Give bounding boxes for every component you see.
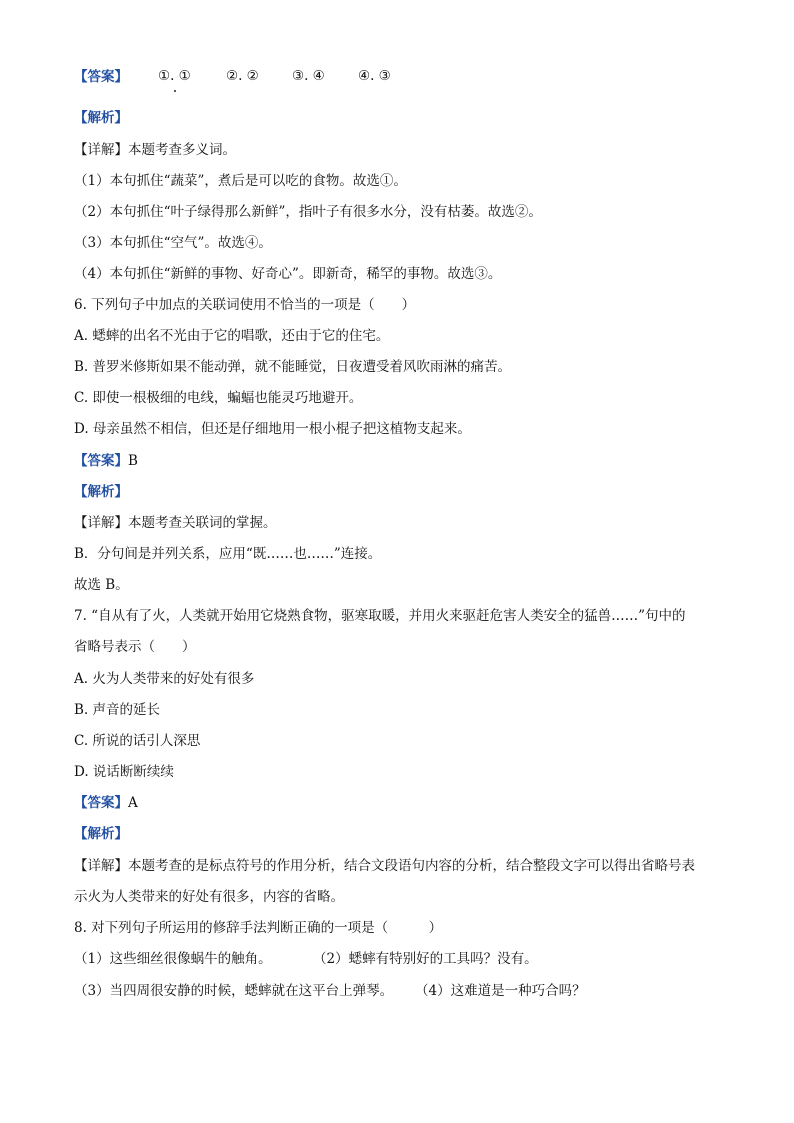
answer-value: B: [128, 453, 138, 469]
choice-c: C. 即使一根极细的电线，蝙蝠也能灵巧地避开。: [74, 390, 363, 406]
explanation-item: （1）本句抓住“蔬菜”，煮后是可以吃的食物。故选①。: [74, 173, 407, 189]
sentence-2: （2）蟋蟀有特别好的工具吗？没有。: [313, 951, 538, 967]
explanation-item: （3）本句抓住“空气”。故选④。: [74, 235, 272, 251]
emphasis-dot: [174, 90, 176, 92]
choice-b: B. 声音的延长: [74, 702, 161, 718]
answer-label: 【答案】: [74, 795, 128, 811]
explanation-item: （4）本句抓住“新鲜的事物、好奇心”。即新奇，稀罕的事物。故选③。: [74, 266, 502, 282]
answer-value: A: [128, 795, 138, 811]
choice-d: D. 说话断断续续: [74, 764, 174, 780]
choice-b: B. 普罗米修斯如果不能动弹，就不能睡觉，日夜遭受着风吹雨淋的痛苦。: [74, 359, 512, 375]
choice-a: A. 火为人类带来的好处有很多: [74, 671, 255, 687]
detail-text-line-2: 示火为人类带来的好处有很多，内容的省略。: [74, 889, 344, 905]
sentence-1: （1）这些细丝很像蜗牛的触角。: [74, 951, 272, 967]
answer-row: [74, 452, 138, 470]
explanation-item: （2）本句抓住“叶子绿得那么新鲜”，指叶子有很多水分，没有枯萎。故选②。: [74, 204, 542, 220]
analysis-label: 【解析】: [74, 826, 128, 842]
answer-row: [74, 794, 138, 812]
explanation-text: B．分句间是并列关系，应用“既……也……”连接。: [74, 546, 382, 562]
answer-option-2: ②. ②: [226, 68, 259, 84]
answer-label: 【答案】: [74, 69, 128, 85]
question-8: 8. 对下列句子所运用的修辞手法判断正确的一项是（ ）: [74, 920, 443, 936]
sentence-3: （3）当四周很安静的时候，蟋蟀就在这平台上弹琴。: [74, 983, 394, 999]
detail-text-line-1: 【详解】本题考查的是标点符号的作用分析，结合文段语句内容的分析，结合整段文字可以得出省略号表: [74, 858, 695, 874]
analysis-label: 【解析】: [74, 484, 128, 500]
sentence-4: （4）这难道是一种巧合吗？: [415, 983, 586, 999]
detail-text: 【详解】本题考查关联词的掌握。: [74, 515, 277, 531]
detail-text: 【详解】本题考查多义词。: [74, 142, 236, 158]
choice-c: C. 所说的话引人深思: [74, 733, 201, 749]
answer-option-4: ④. ③: [358, 68, 391, 84]
question-6: 6. 下列句子中加点的关联词使用不恰当的一项是（ ）: [74, 297, 416, 313]
choice-a: A. 蟋蟀的出名不光由于它的唱歌，还由于它的住宅。: [74, 328, 390, 344]
question-7-line-2: 省略号表示（ ）: [74, 639, 196, 655]
answer-option-3: ③. ④: [292, 68, 325, 84]
choice-d: D. 母亲虽然不相信，但还是仔细地用一根小棍子把这植物支起来。: [74, 421, 471, 437]
answer-label: 【答案】: [74, 453, 128, 469]
answer-option-1: ①. ①: [158, 68, 191, 84]
analysis-label: 【解析】: [74, 110, 128, 126]
conclusion-text: 故选 B。: [74, 577, 129, 593]
question-7-line-1: 7. “自从有了火，人类就开始用它烧熟食物，驱寒取暖，并用火来驱赶危害人类安全的猛兽……”句中的: [74, 608, 686, 624]
